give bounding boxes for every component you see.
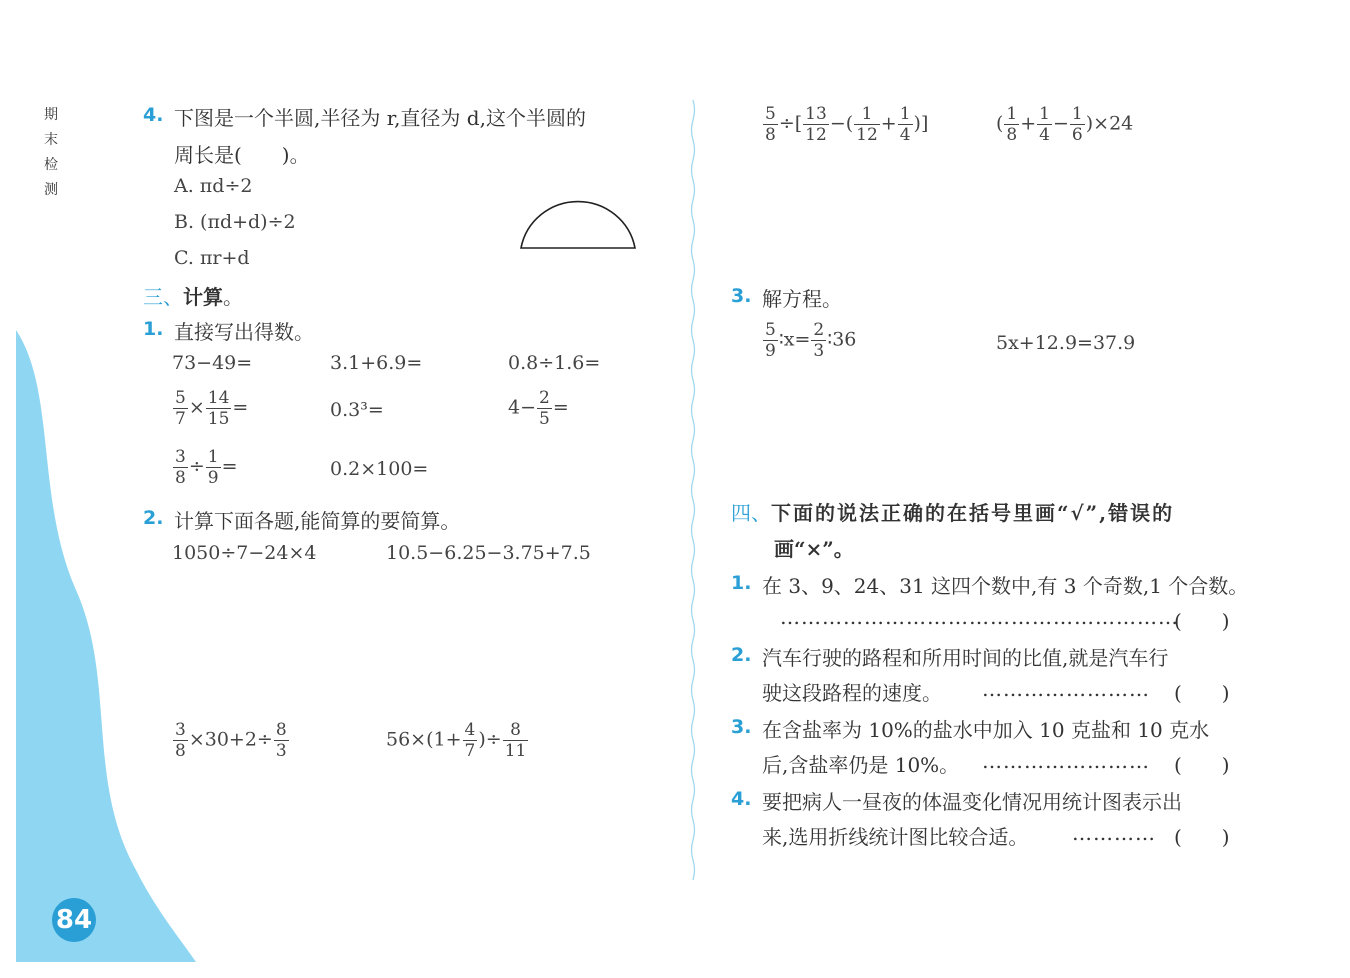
calc-73-49: 73−49=	[172, 352, 253, 374]
tf4-dots: …………	[1072, 821, 1156, 845]
calc-0.2x100: 0.2×100=	[330, 458, 429, 480]
semicircle-figure	[518, 188, 640, 252]
expr-right-b: ( $\frac{1}{8}$ + $\frac{1}{4}$ − $\frac{1}{6}$ )×24	[996, 104, 1134, 145]
tf2-answer-paren[interactable]: ( )	[1174, 681, 1230, 705]
calc-0.3-cubed: 0.3³=	[330, 399, 384, 421]
tf1-line1: 在 3、9、24、31 这四个数中,有 3 个奇数,1 个合数。	[762, 574, 1249, 598]
calc-0.8/1.6: 0.8÷1.6=	[508, 352, 601, 374]
equation-1: $\frac{5}{9}$ ∶x= $\frac{2}{3}$ ∶36	[765, 320, 857, 361]
tf2-line2: 驶这段路程的速度。	[762, 681, 942, 705]
section3-prefix: 三、	[143, 285, 183, 309]
tf2-number: 2.	[731, 644, 752, 666]
calc-3.1+6.9: 3.1+6.9=	[330, 352, 423, 374]
expr-56: 56×(1+ $\frac{4}{7}$ )÷ $\frac{8}{11}$	[386, 720, 527, 761]
expr-right-a: $\frac{5}{8}$ ÷[ $\frac{13}{12}$ −( $\frac{1}{12}$ + $\frac{1}{4}$ )]	[765, 104, 929, 145]
q4-number: 4.	[143, 104, 164, 126]
section3-heading	[143, 281, 243, 310]
side-label-1: 期	[44, 107, 58, 123]
tf1-number: 1.	[731, 572, 752, 594]
s3q1-title: 直接写出得数。	[174, 320, 314, 344]
tf2-line1: 汽车行驶的路程和所用时间的比值,就是汽车行	[762, 646, 1169, 670]
q4-line2: 周长是( )。	[174, 143, 310, 167]
calc-fraction-3: $\frac{3}{8}$ ÷ $\frac{1}{9}$ =	[175, 447, 238, 488]
calc-fraction-2: 4− $\frac{2}{5}$ =	[508, 388, 569, 429]
q4-line1: 下图是一个半圆,半径为 r,直径为 d,这个半圆的	[174, 106, 586, 130]
section4-heading	[731, 497, 1174, 526]
section3-title: 计算	[183, 285, 223, 309]
tf3-answer-paren[interactable]: ( )	[1174, 753, 1230, 777]
side-label-2: 末	[44, 132, 58, 148]
tf3-line1: 在含盐率为 10%的盐水中加入 10 克盐和 10 克水	[762, 718, 1210, 742]
s3q3-title: 解方程。	[762, 287, 842, 311]
s3q2-number: 2.	[143, 507, 164, 529]
expr-1050: 1050÷7−24×4	[172, 542, 317, 564]
section3-suffix: 。	[223, 285, 243, 309]
page-divider	[690, 100, 696, 880]
section4-prefix: 四、	[731, 501, 771, 525]
side-label-3: 检	[44, 157, 58, 173]
tf3-dots: ……………………	[982, 749, 1150, 773]
tf4-line2: 来,选用折线统计图比较合适。	[762, 825, 1029, 849]
section4-title-line2: 画“×”。	[774, 537, 854, 561]
tf3-number: 3.	[731, 716, 752, 738]
q4-option-c: C. πr+d	[174, 247, 250, 269]
q4-option-a: A. πd÷2	[174, 175, 253, 197]
side-label-4: 测	[44, 182, 58, 198]
equation-2: 5x+12.9=37.9	[996, 332, 1136, 354]
tf4-line1: 要把病人一昼夜的体温变化情况用统计图表示出	[762, 790, 1182, 814]
tf1-answer-paren[interactable]: ( )	[1174, 609, 1230, 633]
section4-title: 下面的说法正确的在括号里画“√”,错误的	[771, 501, 1175, 525]
calc-fraction-1: $\frac{5}{7}$ × $\frac{14}{15}$ =	[175, 388, 249, 429]
s3q2-title: 计算下面各题,能简算的要简算。	[174, 509, 461, 533]
tf3-line2: 后,含盐率仍是 10%。	[762, 753, 960, 777]
q4-option-b: B. (πd+d)÷2	[174, 211, 296, 233]
s3q1-number: 1.	[143, 318, 164, 340]
page-number: 84	[52, 898, 96, 942]
tf4-number: 4.	[731, 788, 752, 810]
s3q3-number: 3.	[731, 285, 752, 307]
tf2-dots: ……………………	[982, 677, 1150, 701]
tf1-dots: …………………………………………………	[780, 605, 1179, 629]
expr-10.5: 10.5−6.25−3.75+7.5	[386, 542, 591, 564]
tf4-answer-paren[interactable]: ( )	[1174, 825, 1230, 849]
expr-fraction-3-8: $\frac{3}{8}$ ×30+2÷ $\frac{8}{3}$	[175, 720, 287, 761]
